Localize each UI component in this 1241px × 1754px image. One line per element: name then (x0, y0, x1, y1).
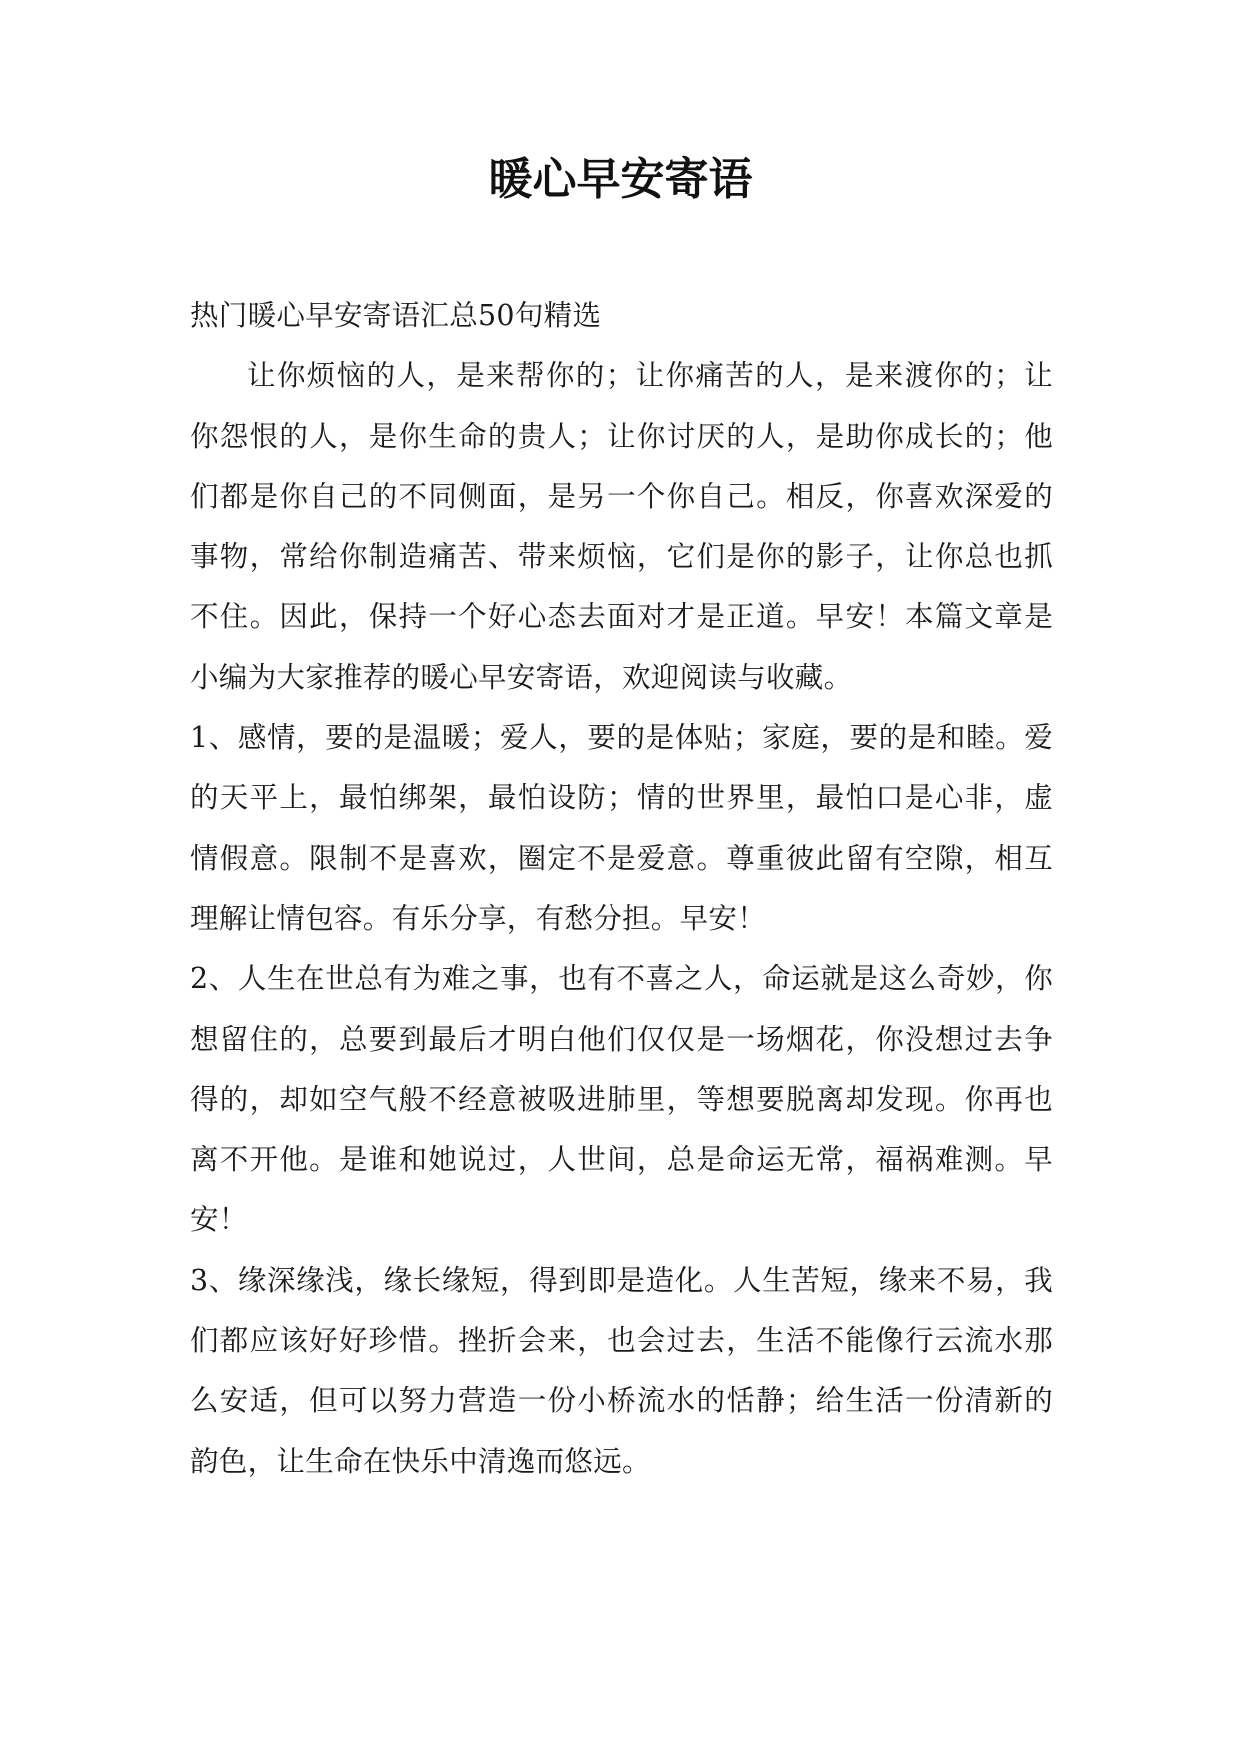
list-item: 1、感情，要的是温暖；爱人，要的是体贴；家庭，要的是和睦。爱的天平上，最怕绑架，最怕设防；情的世界里，最怕口是心非，虚情假意。限制不是喜欢，圈定不是爱意。尊重彼此留有空隙，相互理解让情包容。有乐分享，有愁分担。早安！ (190, 721, 1053, 935)
list-item: 3、缘深缘浅，缘长缘短，得到即是造化。人生苦短，缘来不易，我们都应该好好珍惜。挫折会来，也会过去，生活不能像行云流水那么安适，但可以努力营造一份小桥流水的恬静；给生活一份清新的韵色，让生命在快乐中清逸而悠远。 (190, 1263, 1053, 1478)
intro-paragraph: 让你烦恼的人，是来帮你的；让你痛苦的人，是来渡你的；让你怨恨的人，是你生命的贵人；让你讨厌的人，是助你成长的；他们都是你自己的不同侧面，是另一个你自己。相反，你喜欢深爱的事物，常给你制造痛苦、带来烦恼，它们是你的影子，让你总也抓不住。因此，保持一个好心态去面对才是正道。早安！本篇文章是小编为大家推荐的暖心早安寄语，欢迎阅读与收藏。 (190, 359, 1053, 694)
document-subtitle: 热门暖心早安寄语汇总50句精选 (190, 299, 602, 332)
document-title: 暖心早安寄语 (488, 154, 753, 205)
document-body (190, 286, 1053, 1492)
list-item: 2、人生在世总有为难之事，也有不喜之人，命运就是这么奇妙，你想留住的，总要到最后才明白他们仅仅是一场烟花，你没想过去争得的，却如空气般不经意被吸进肺里，等想要脱离却发现。你再也离不开他。是谁和她说过，人世间，总是命运无常，福祸难测。早安！ (190, 962, 1053, 1237)
